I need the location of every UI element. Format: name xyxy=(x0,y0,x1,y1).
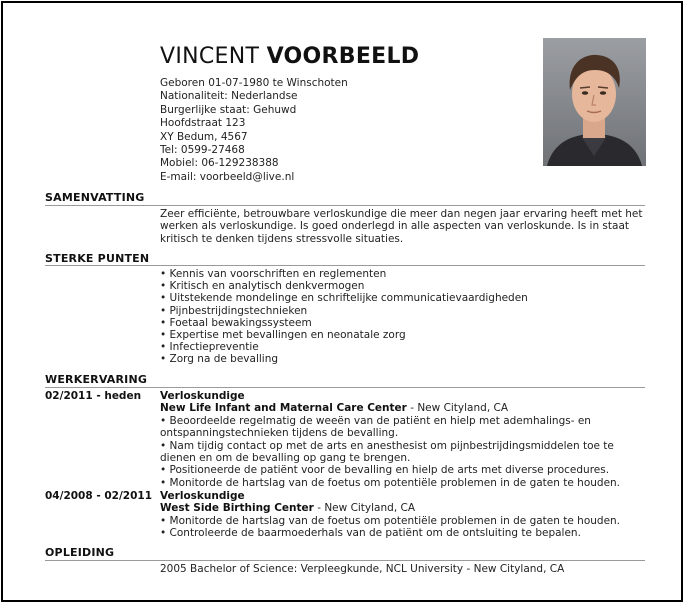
nationality: Nationaliteit: Nederlandse xyxy=(160,90,298,103)
education-heading: OPLEIDING xyxy=(45,546,115,559)
job-title: Verloskundige xyxy=(160,390,245,402)
mobile: Mobiel: 06-129238388 xyxy=(160,157,279,170)
list-item: • Kritisch en analytisch denkvermogen xyxy=(160,280,645,292)
street-address: Hoofdstraat 123 xyxy=(160,117,246,130)
education-divider xyxy=(45,560,645,561)
list-item: • Pijnbestrijdingstechnieken xyxy=(160,305,645,317)
list-item: • Foetaal bewakingssysteem xyxy=(160,317,645,329)
list-item: • Positioneerde de patiënt voor de bevalling en hielp de arts met diverse procedures. xyxy=(160,464,645,476)
list-item: • Monitorde de hartslag van de foetus om potentiële problemen in de gaten te houden. xyxy=(160,477,645,489)
birth-info: Geboren 01-07-1980 te Winschoten xyxy=(160,77,348,89)
list-item: • Expertise met bevallingen en neonatale zorg xyxy=(160,329,645,341)
email: E-mail: voorbeeld@live.nl xyxy=(160,170,295,183)
job-entry xyxy=(160,490,645,540)
list-item: • Zorg na de bevalling xyxy=(160,353,645,365)
resume-page xyxy=(1,1,683,602)
employer-location: - New Cityland, CA xyxy=(406,402,509,415)
experience-divider xyxy=(45,387,645,388)
job-period: 04/2008 - 02/2011 xyxy=(45,490,153,502)
job-title: Verloskundige xyxy=(160,490,245,502)
employer-location: - New Cityland, CA xyxy=(313,502,416,515)
employer-name: New Life Infant and Maternal Care Center xyxy=(160,402,407,415)
job-period: 02/2011 - heden xyxy=(45,390,142,402)
postal-city: XY Bedum, 4567 xyxy=(160,130,248,143)
job-employer xyxy=(160,502,645,514)
education-text: 2005 Bachelor of Science: Verpleegkunde, NCL University - New Cityland, CA xyxy=(160,563,565,575)
strengths-heading: STERKE PUNTEN xyxy=(45,252,150,265)
list-item: • Uitstekende mondelinge en schriftelijke communicatievaardigheden xyxy=(160,292,645,304)
portrait-illustration xyxy=(543,38,646,166)
strengths-divider xyxy=(45,265,645,266)
candidate-name xyxy=(160,44,419,69)
list-item: • Kennis van voorschriften en reglementen xyxy=(160,268,645,280)
list-item: • Controleerde de baarmoederhals van de patiënt om de ontsluiting te bepalen. xyxy=(160,527,645,539)
job-entry xyxy=(160,390,645,489)
profile-photo xyxy=(543,38,646,166)
job-employer xyxy=(160,402,645,414)
contact-details xyxy=(160,77,348,184)
summary-divider xyxy=(45,205,645,206)
employer-name: West Side Birthing Center xyxy=(160,502,314,515)
first-name: VINCENT xyxy=(160,44,260,69)
experience-heading: WERKERVARING xyxy=(45,373,148,386)
summary-text: Zeer efficiënte, betrouwbare verloskundige die meer dan negen jaar ervaring heeft met het werken als verloskundige. Is goed onderlegd in alle aspecten van verloskunde. Is in staat kritisch te denken tijdens stressvolle situaties. xyxy=(160,208,643,245)
job-duties xyxy=(160,515,645,540)
phone: Tel: 0599-27468 xyxy=(160,144,245,157)
marital-status: Burgerlijke staat: Gehuwd xyxy=(160,103,297,116)
last-name: VOORBEELD xyxy=(266,44,420,69)
summary-heading: SAMENVATTING xyxy=(45,191,145,204)
list-item: • Nam tijdig contact op met de arts en anesthesist om pijnbestrijdingsmiddelen toe te dienen en om de bevalling op gang te brengen. xyxy=(160,440,645,465)
strengths-list xyxy=(160,268,645,366)
job-duties xyxy=(160,415,645,489)
list-item: • Beoordeelde regelmatig de weeën van de patiënt en hielp met ademhalings- en ontspanningstechnieken tijdens de bevalling. xyxy=(160,415,645,440)
list-item: • Monitorde de hartslag van de foetus om potentiële problemen in de gaten te houden. xyxy=(160,515,645,527)
list-item: • Infectiepreventie xyxy=(160,341,645,353)
